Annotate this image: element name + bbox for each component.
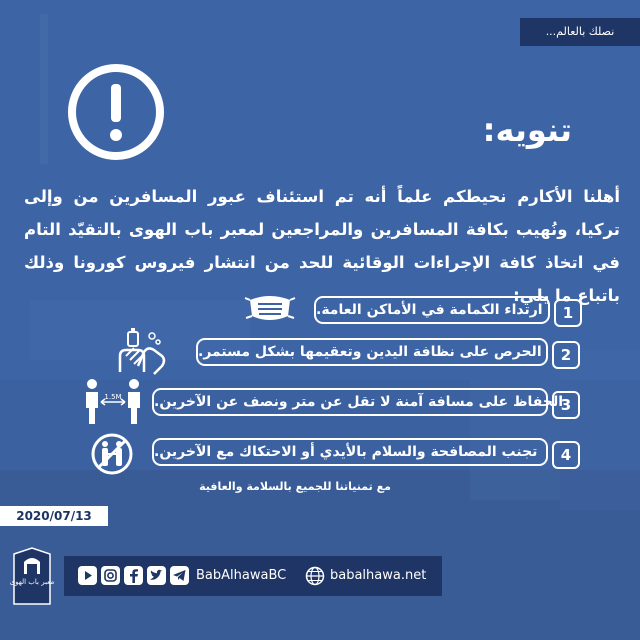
measure-text: تجنب المصافحة والسلام بالأيدي أو الاحتكاك مع الآخرين. <box>154 444 538 460</box>
distance-label: 1.5M <box>104 393 122 401</box>
measure-item-3 <box>152 388 563 416</box>
measure-number-3: 3 <box>552 391 580 419</box>
notice-intro-paragraph: أهلنا الأكارم نحيطكم علماً أنه تم استئناف عبور المسافرين من وإلى تركيا، ونُهيب بكافة المسافرين والمراجعين لمعبر باب الهوى بالتقيّد التام في اتخاذ كافة الإجراءات الوقائية للحد من انتشار فيروس كورونا وذلك باتباع ما يلي: <box>24 187 620 305</box>
measure-text: ارتداء الكمامة في الأماكن العامة. <box>316 302 543 318</box>
measure-text: الحفاظ على مسافة آمنة لا تقل عن متر ونصف عن الآخرين. <box>154 394 563 410</box>
globe-icon <box>305 566 325 586</box>
website-link[interactable]: babalhawa.net <box>330 568 427 583</box>
measure-item-2 <box>196 338 548 366</box>
measure-item-4 <box>152 438 548 466</box>
facebook-icon[interactable] <box>124 566 143 585</box>
instagram-icon[interactable] <box>101 566 120 585</box>
social-handle[interactable]: BabAlhawaBC <box>196 568 287 583</box>
twitter-icon[interactable] <box>147 566 166 585</box>
no-handshake-icon <box>90 432 134 476</box>
youtube-icon[interactable] <box>78 566 97 585</box>
exclamation-alert-icon <box>66 62 166 162</box>
bab-alhawa-logo <box>10 546 54 608</box>
measure-number-2: 2 <box>552 341 580 369</box>
measure-text: الحرص على نظافة اليدين وتعقيمها بشكل مستمر. <box>198 344 542 360</box>
face-mask-icon <box>244 292 296 324</box>
measure-item-1 <box>314 296 550 324</box>
hand-washing-icon <box>114 326 168 376</box>
date-badge: 2020/07/13 <box>0 506 108 526</box>
social-distance-icon <box>84 378 142 426</box>
closing-wishes: مع تمنياتنا للجميع بالسلامة والعافية <box>199 480 391 493</box>
telegram-icon[interactable] <box>170 566 189 585</box>
logo-caption: معبر باب الهوى <box>9 578 55 586</box>
notice-title: تنويه: <box>482 111 572 149</box>
measure-number-4: 4 <box>552 441 580 469</box>
measure-number-1: 1 <box>554 299 582 327</box>
slogan-tag: نصلك بالعالم... <box>520 18 640 46</box>
